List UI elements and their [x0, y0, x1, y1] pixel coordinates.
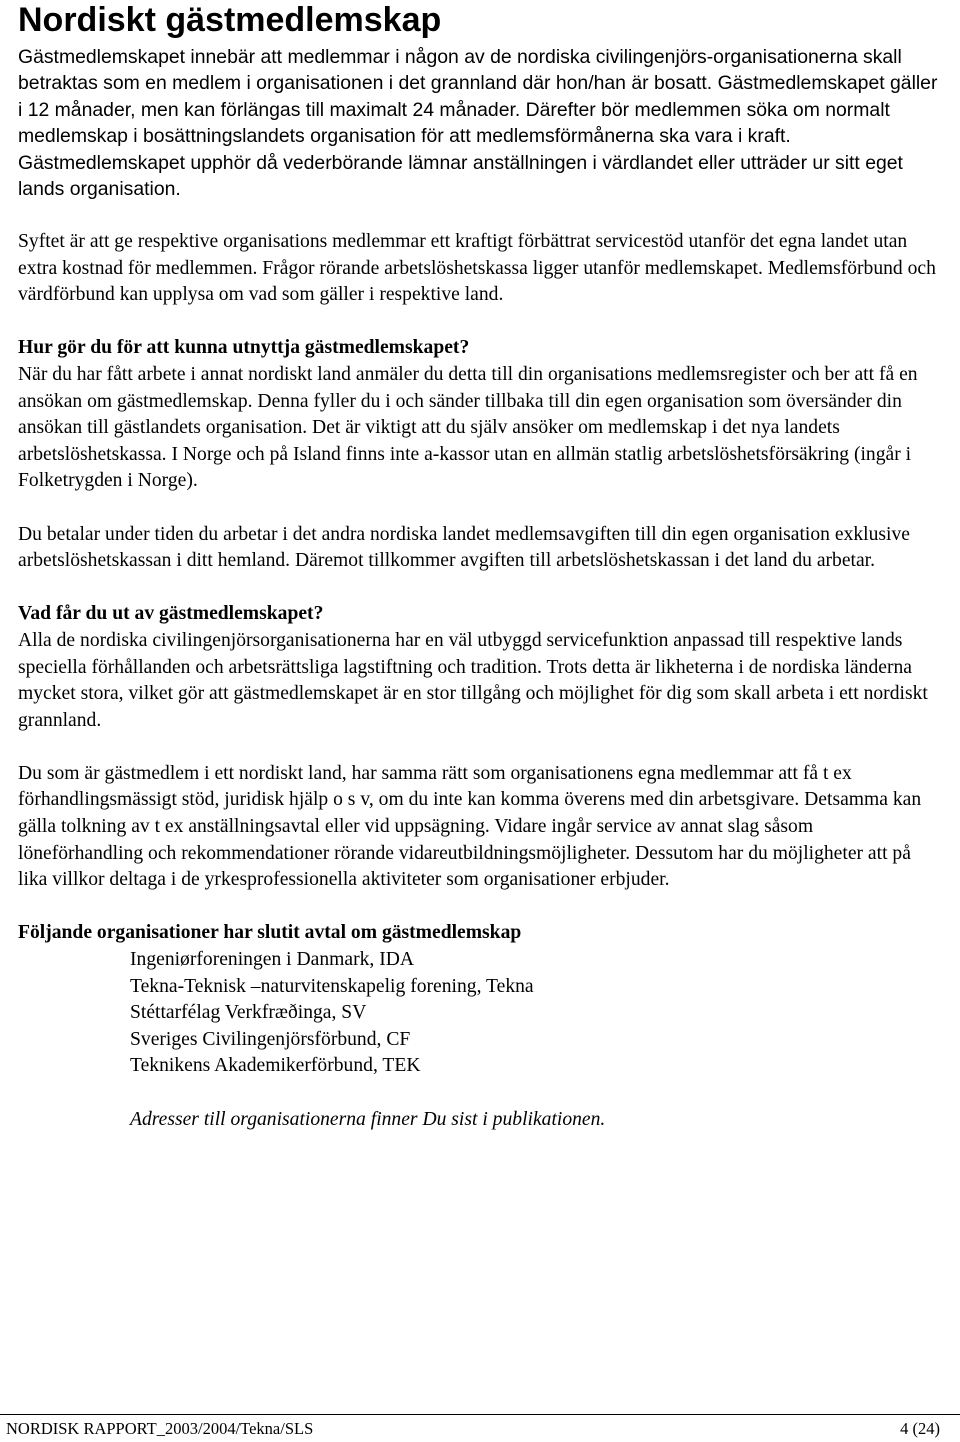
- how-text: När du har fått arbete i annat nordiskt land anmäler du detta till din organisations medlemsregister och ber att få en ansökan om gästmedlemskap. Denna fyller du i och sänder tillbaka till din egen organisation som översänder din ansökan till gästlandets organisation. Det är viktigt att du själv ansöker om medlemskap i det nya landets arbetslöshetskassa. I Norge och på Island finns inte a-kassor utan en allmän statlig arbetslöshetsförsäkring (ingår i Folketrygden i Norge).: [18, 363, 918, 492]
- fees-paragraph: Du betalar under tiden du arbetar i det andra nordiska landet medlemsavgiften till din egen organisation exklusive arbetslöshetskassan i ditt hemland. Däremot tillkommer avgiften till arbetslöshetskassan i det land du arbetar.: [18, 523, 910, 572]
- how-section: [18, 335, 938, 495]
- page-number: 4 (24): [900, 1419, 940, 1438]
- rights-paragraph: Du som är gästmedlem i ett nordiskt land, har samma rätt som organisationens egna medlemmar att få t ex förhandlingsmässigt stöd, juridisk hjälp o s v, om du inte kan komma överens med din arbetsgivare. Detsamma kan gälla tolkning av t ex anställningsavtal eller vid uppsägning. Vidare ingår service av annat slag såsom löneförhandling och rekommendationer rörande vidareutbildningsmöjligheter. Dessutom har du möjligheter att på lika villkor deltaga i de yrkesprofessionella aktiviteter som organisationer erbjuder.: [18, 762, 922, 891]
- organisations-heading: Följande organisationer har slutit avtal om gästmedlemskap: [18, 922, 522, 944]
- organisations-section: [18, 920, 938, 1133]
- footer-divider: [0, 1414, 960, 1415]
- purpose-paragraph: Syftet är att ge respektive organisations medlemmar ett kraftigt förbättrat servicestöd utanför det egna landet utan extra kostnad för medlemmen. Frågor rörande arbetslöshetskassa ligger utanför medlemskapet. Medlemsförbund och värdförbund kan upplysa om vad som gäller i respektive land.: [18, 231, 936, 306]
- how-heading: Hur gör du för att kunna utnyttja gästmedlemskapet?: [18, 337, 470, 359]
- benefits-text: Alla de nordiska civilingenjörsorganisationerna har en väl utbyggd servicefunktion anpassad till respektive lands speciella förhållanden och arbetsrättsliga lagstiftning och tradition. Trots detta är likheterna i de nordiska länderna mycket stora, vilket gör att gästmedlemskapet är en stor tillgång och möjlighet för dig som skall arbeta i ett nordiskt grannland.: [18, 629, 928, 731]
- page-title: Nordiskt gästmedlemskap: [18, 1, 442, 39]
- organisation-item: Teknikens Akademikerförbund, TEK: [130, 1055, 421, 1077]
- organisation-item: Tekna-Teknisk –naturvitenskapelig forening, Tekna: [130, 975, 534, 997]
- organisation-item: Ingeniørforeningen i Danmark, IDA: [130, 949, 415, 971]
- footer-report-id: NORDISK RAPPORT_2003/2004/Tekna/SLS: [6, 1419, 314, 1438]
- addresses-note: Adresser till organisationerna finner Du sist i publikationen.: [130, 1108, 606, 1130]
- organisation-item: Stéttarfélag Verkfræðinga, SV: [130, 1002, 367, 1024]
- document-body: [18, 229, 938, 1133]
- organisations-list: [18, 947, 938, 1080]
- benefits-heading: Vad får du ut av gästmedlemskapet?: [18, 603, 324, 625]
- organisation-item: Sveriges Civilingenjörsförbund, CF: [130, 1028, 411, 1050]
- intro-paragraph: Gästmedlemskapet innebär att medlemmar i någon av de nordiska civilingenjörs-organisationerna skall betraktas som en medlem i organisationen i det grannland där hon/han är bosatt. Gästmedlemskapet gäller i 12 månader, men kan förlängas till maximalt 24 månader. Därefter bör medlemmen söka om normalt medlemskap i bosättningslandets organisation för att medlemsförmånerna ska vara i kraft. Gästmedlemskapet upphör då vederbörande lämnar anställningen i värdlandet eller utträder ur sitt eget lands organisation.: [18, 46, 938, 201]
- benefits-section: [18, 601, 938, 734]
